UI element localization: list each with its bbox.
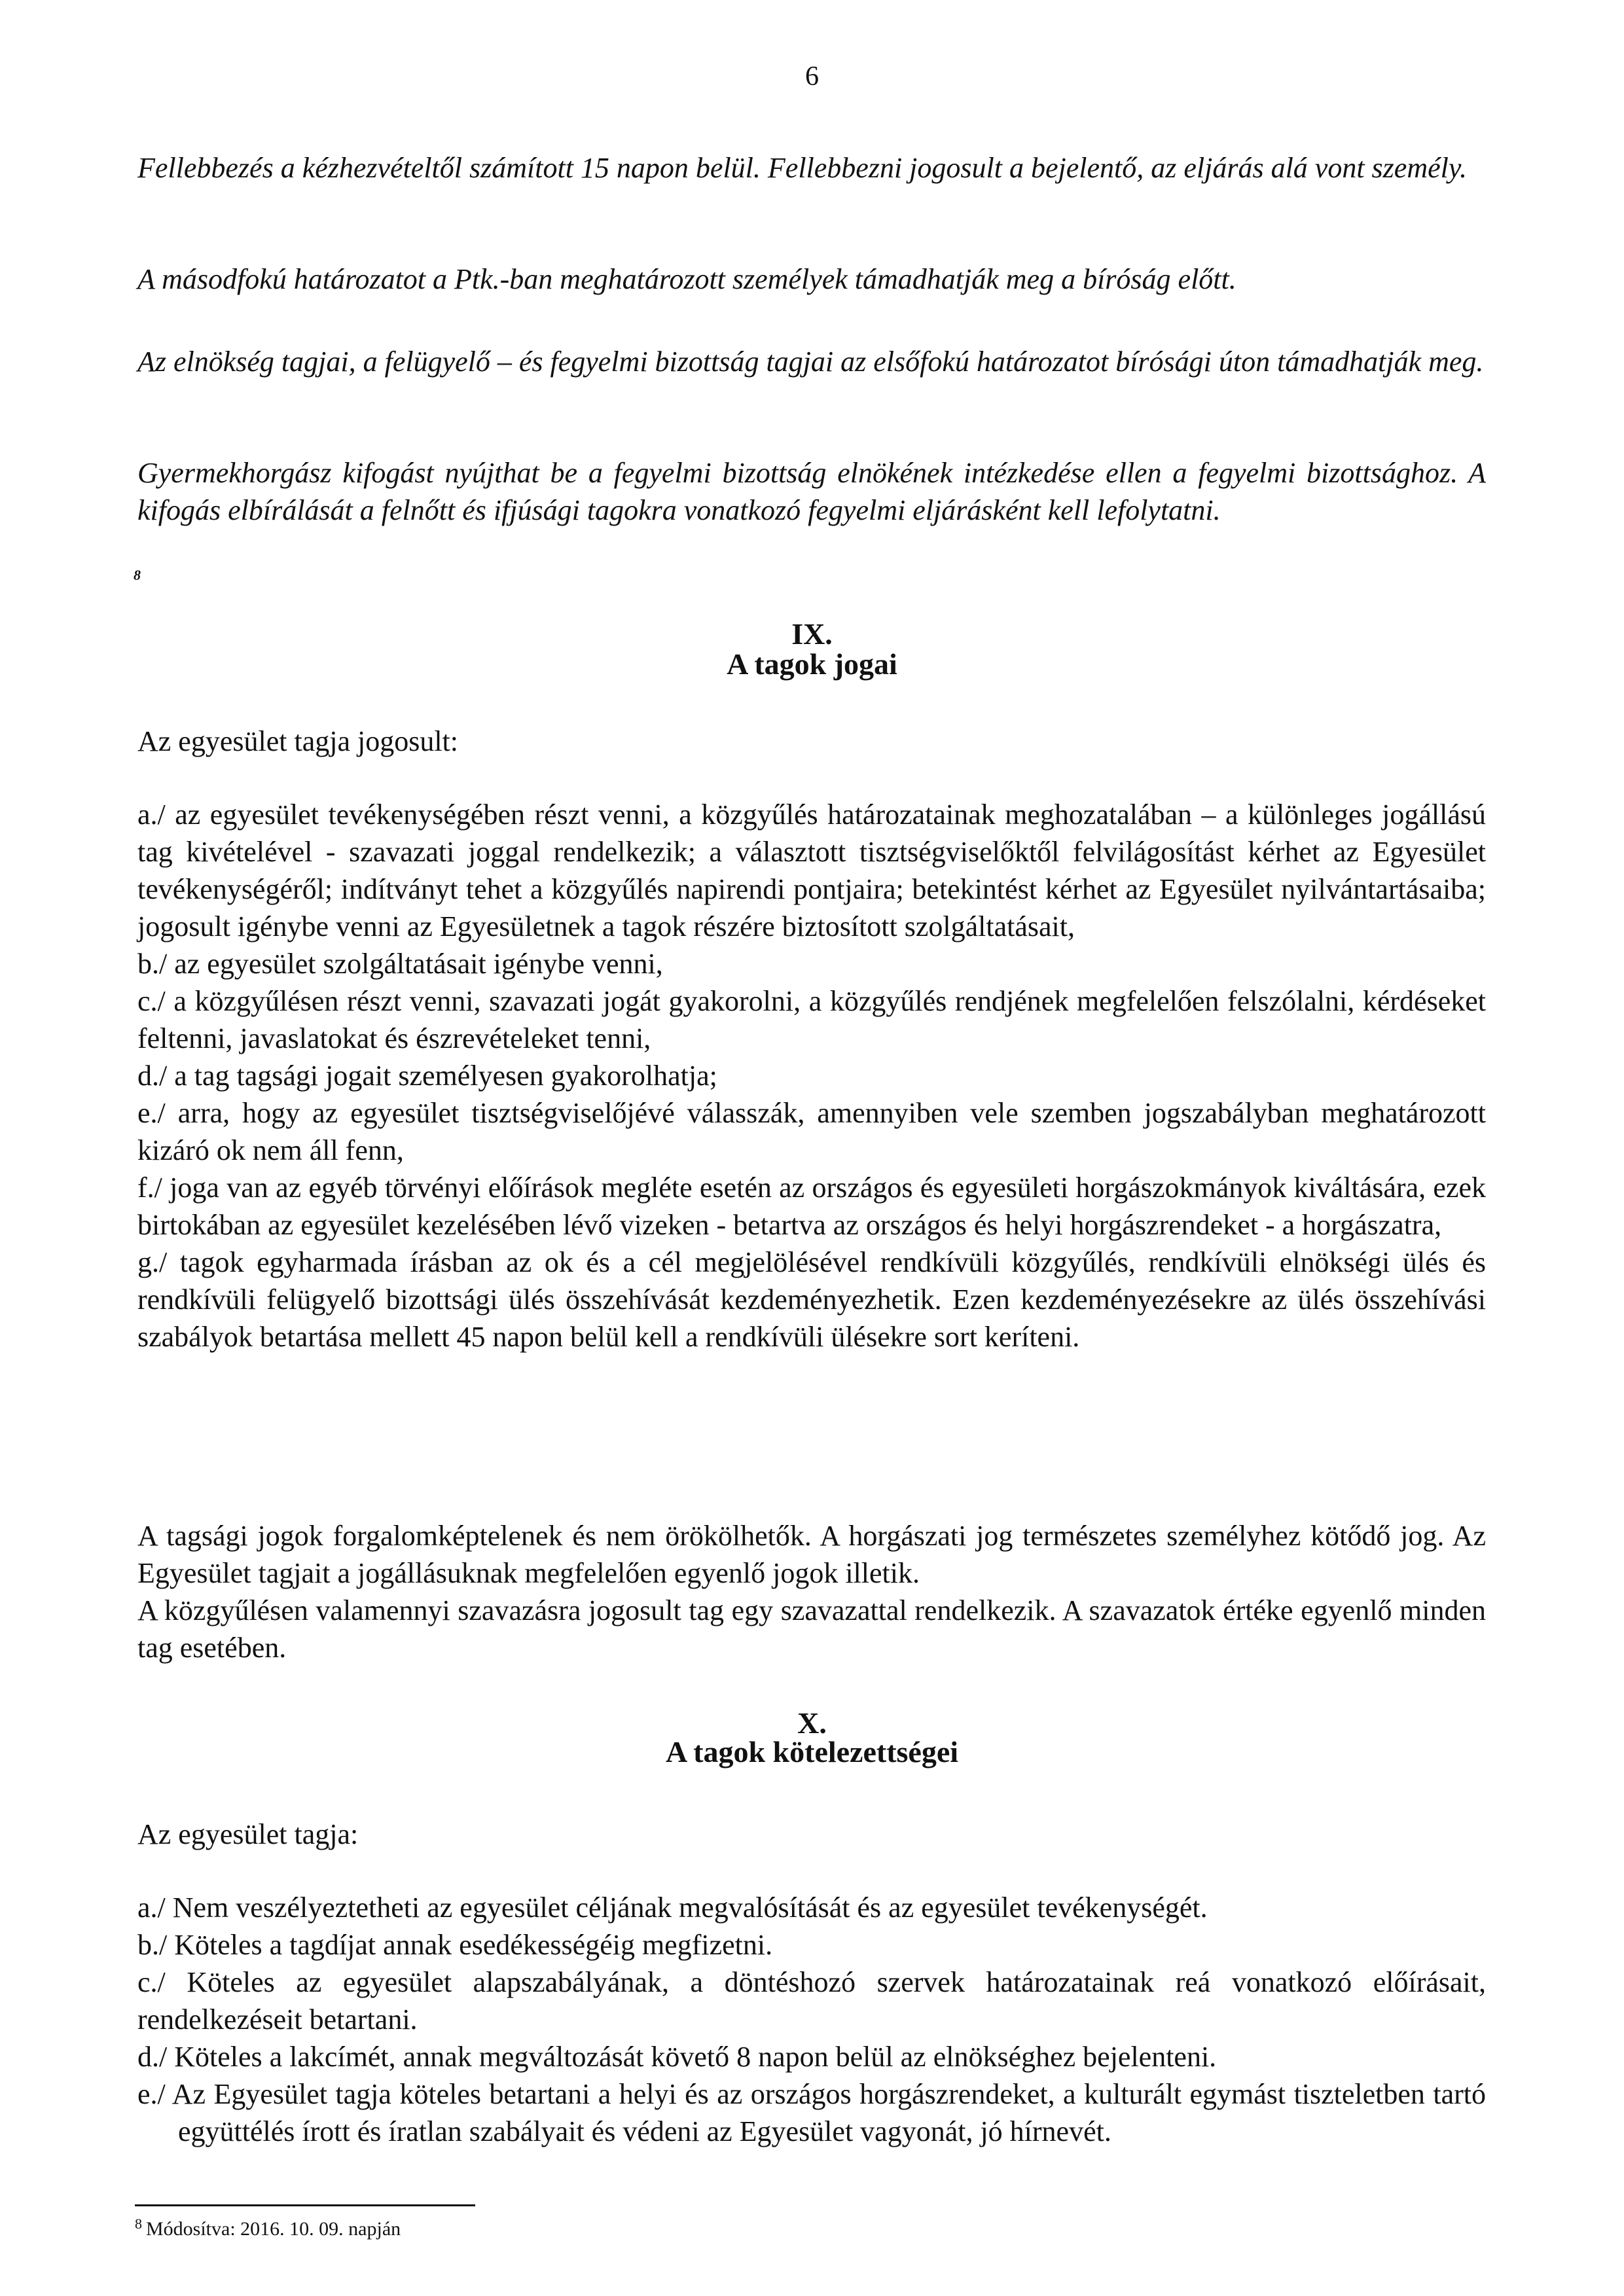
list-item: g./ tagok egyharmada írásban az ok és a cél megjelölésével rendkívüli közgyűlés, rendkívüli elnökségi ülés és rendkívüli felügyelő bizottsági ülés összehívását kezdeményezhetik. Ezen kezdeményezésekre az ülés összehívási szabályok betartása mellett 45 napon belül kell a rendkívüli ülésekre sort keríteni.	[137, 1246, 1486, 1353]
list-item: e./ Az Egyesület tagja köteles betartani a helyi és az országos horgászrendeket, a kulturált egymást tiszteletben tartó együttélés írott és íratlan szabályait és védeni az Egyesület vagyonát, jó hírnevét.	[137, 2078, 1486, 2147]
footnote-separator	[135, 2204, 475, 2206]
footnote-text: Módosítva: 2016. 10. 09. napján	[146, 2218, 401, 2240]
closing-paragraph: A tagsági jogok forgalomképtelenek és nem örökölhetők. A horgászati jog természetes személyhez kötődő jog. Az Egyesület tagjait a jogállásuknak megfelelően egyenlő jogok illetik.	[137, 1520, 1486, 1589]
list-item: d./ Köteles a lakcímét, annak megváltozását követő 8 napon belül az elnökséghez bejelenteni.	[137, 2041, 1217, 2073]
appeal-paragraph: Fellebbezés a kézhezvételtől számított 15 napon belül. Fellebbezni jogosult a bejelentő, az eljárás alá vont személy.	[137, 152, 1467, 184]
section-x-number: X.	[797, 1706, 827, 1740]
list-item: a./ Nem veszélyeztetheti az egyesület céljának megvalósítását és az egyesület tevékenységét.	[137, 1892, 1208, 1924]
list-item: b./ az egyesület szolgáltatásait igénybe venni,	[137, 948, 663, 980]
child-angler-paragraph: Gyermekhorgász kifogást nyújthat be a fegyelmi bizottság elnökének intézkedése ellen a fegyelmi bizottsághoz. A kifogás elbírálását a felnőtt és ifjúsági tagokra vonatkozó fegyelmi eljárásként kell lefolytatni.	[137, 457, 1486, 526]
section-ix-intro: Az egyesület tagja jogosult:	[137, 725, 458, 757]
list-item: c./ Köteles az egyesület alapszabályának, a döntéshozó szervek határozatainak reá vonatkozó előírásait, rendelkezéseit betartani.	[137, 1966, 1486, 2036]
list-item: c./ a közgyűlésen részt venni, szavazati jogát gyakorolni, a közgyűlés rendjének megfelelően felszólalni, kérdéseket feltenni, javaslatokat és észrevételeket tenni,	[137, 985, 1486, 1054]
section-x-intro: Az egyesület tagja:	[137, 1818, 359, 1850]
rights-list	[137, 796, 1486, 1355]
obligations-list	[137, 1889, 1486, 2150]
list-item: d./ a tag tagsági jogait személyesen gyakorolhatja;	[137, 1060, 717, 1092]
second-instance-paragraph: A másodfokú határozatot a Ptk.-ban meghatározott személyek támadhatják meg a bíróság előtt.	[137, 263, 1236, 295]
footnote	[135, 2216, 401, 2242]
rights-closing	[137, 1517, 1486, 1666]
footnote-number: 8	[135, 2215, 142, 2232]
section-ix-number: IX.	[791, 617, 833, 651]
section-x-title: A tagok kötelezettségei	[665, 1735, 959, 1768]
list-item: f./ joga van az egyéb törvényi előírások megléte esetén az országos és egyesületi horgászokmányok kiváltására, ezek birtokában az egyesület kezelésében lévő vizeken - betartva az országos és helyi horgászrendeket - a horgászatra,	[137, 1172, 1486, 1241]
board-members-paragraph: Az elnökség tagjai, a felügyelő – és fegyelmi bizottság tagjai az elsőfokú határozatot bírósági úton támadhatják meg.	[137, 346, 1484, 378]
list-item: e./ arra, hogy az egyesület tisztségviselőjévé válasszák, amennyiben vele szemben jogszabályban meghatározott kizáró ok nem áll fenn,	[137, 1097, 1486, 1166]
list-item: a./ az egyesület tevékenységében részt venni, a közgyűlés határozatainak meghozatalában – a különleges jogállású tag kivételével - szavazati joggal rendelkezik; a választott tisztségviselőktől felvilágosítást kérhet az Egyesület tevékenységéről; indítványt tehet a közgyűlés napirendi pontjaira; betekintést kérhet az Egyesület nyilvántartásaiba; jogosult igénybe venni az Egyesületnek a tagok részére biztosított szolgáltatásait,	[137, 798, 1486, 942]
section-ix-title: A tagok jogai	[727, 647, 897, 681]
footnote-reference: 8	[134, 567, 141, 583]
page-number: 6	[805, 62, 819, 92]
closing-paragraph: A közgyűlésen valamennyi szavazásra jogosult tag egy szavazattal rendelkezik. A szavazatok értéke egyenlő minden tag esetében.	[137, 1594, 1486, 1664]
list-item: b./ Köteles a tagdíjat annak esedékességéig megfizetni.	[137, 1929, 773, 1961]
